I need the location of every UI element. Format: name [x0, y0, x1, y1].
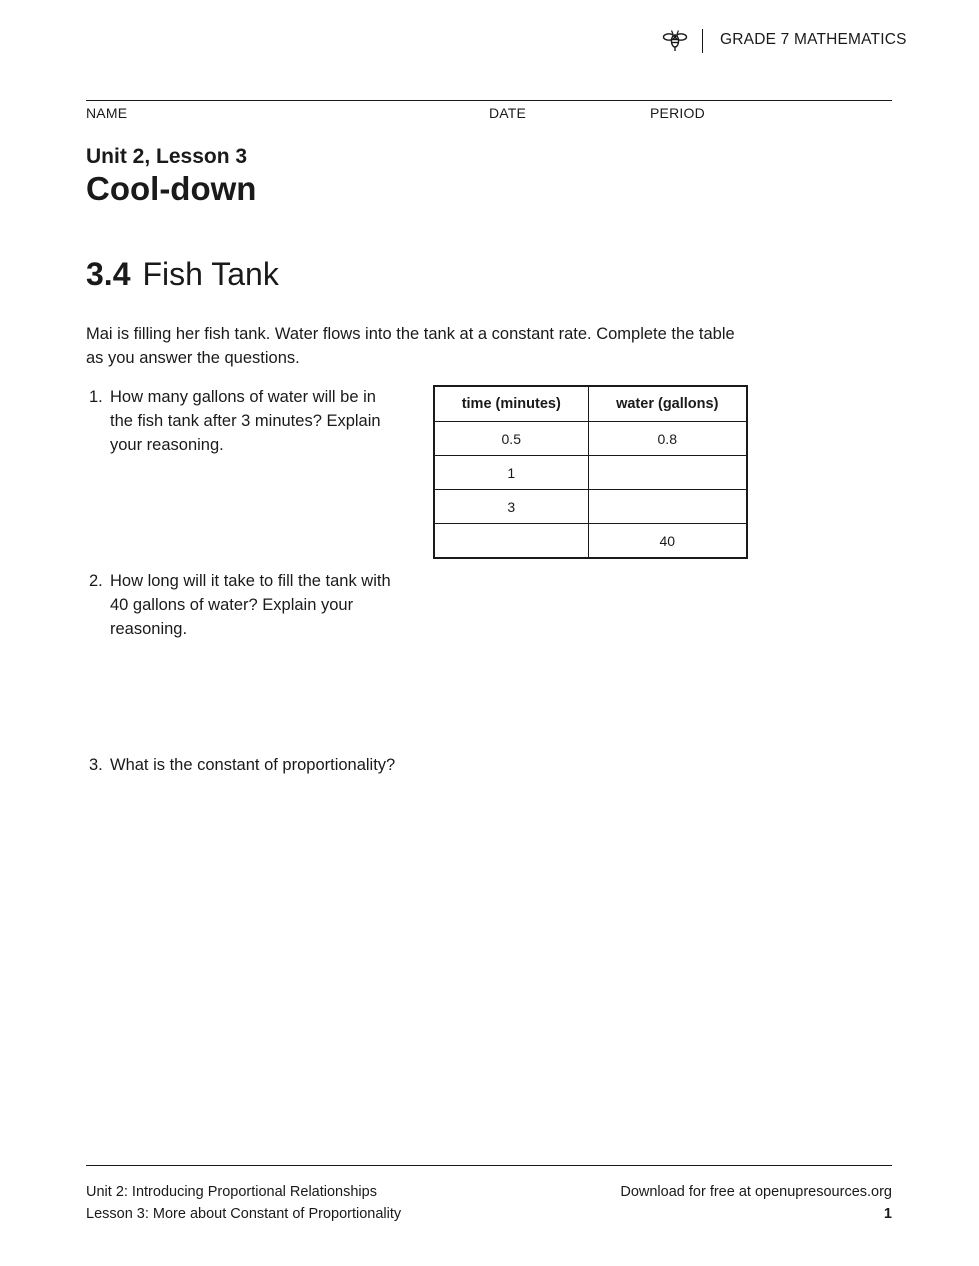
top-rule — [86, 100, 892, 101]
grade-label: GRADE 7 MATHEMATICS — [720, 31, 907, 48]
period-field-label: PERIOD — [650, 105, 705, 121]
question-text: What is the constant of proportionality? — [110, 756, 396, 774]
date-field-label: DATE — [489, 105, 527, 121]
table-cell: 0.8 — [588, 422, 747, 456]
bottom-rule — [86, 1165, 892, 1166]
page-title: Cool-down — [86, 170, 257, 207]
section-title-text: Fish Tank — [142, 256, 279, 292]
section-number: 3.4 — [86, 256, 131, 292]
unit-lesson-heading: Unit 2, Lesson 3 — [86, 145, 248, 168]
footer-left — [86, 1181, 401, 1225]
table-cell: 3 — [434, 490, 588, 524]
question-text: How many gallons of water will be in the fish tank after 3 minutes? Explain your reasoning. — [110, 388, 381, 454]
section-title — [86, 256, 279, 293]
question-text: How long will it take to fill the tank with 40 gallons of water? Explain your reasoning. — [110, 572, 391, 638]
column-header-time: time (minutes) — [434, 386, 588, 422]
question-number: 1. — [89, 388, 103, 406]
table-cell: 40 — [588, 524, 747, 559]
bee-logo-icon — [662, 28, 688, 54]
column-header-water: water (gallons) — [588, 386, 747, 422]
question-number: 2. — [89, 572, 103, 590]
intro-paragraph: Mai is filling her fish tank. Water flows into the tank at a constant rate. Complete the table as you answer the questions. — [86, 325, 735, 367]
footer-right — [620, 1181, 892, 1225]
table-header-row — [434, 386, 747, 422]
table-cell-blank[interactable] — [588, 456, 747, 490]
footer-lesson: Lesson 3: More about Constant of Proportionality — [86, 1206, 402, 1222]
footer-unit: Unit 2: Introducing Proportional Relationships — [86, 1184, 377, 1200]
table-row — [434, 524, 747, 559]
question-number: 3. — [89, 756, 103, 774]
table-cell-blank[interactable] — [434, 524, 588, 559]
footer-download-link[interactable]: Download for free at openupresources.org — [620, 1184, 892, 1200]
table-cell-blank[interactable] — [588, 490, 747, 524]
table-row — [434, 422, 747, 456]
table-cell: 1 — [434, 456, 588, 490]
table-row — [434, 490, 747, 524]
name-field-label: NAME — [86, 105, 128, 121]
page-number: 1 — [883, 1206, 892, 1222]
time-water-table — [433, 385, 748, 559]
table-cell: 0.5 — [434, 422, 588, 456]
header-divider — [702, 29, 703, 53]
table-row — [434, 456, 747, 490]
